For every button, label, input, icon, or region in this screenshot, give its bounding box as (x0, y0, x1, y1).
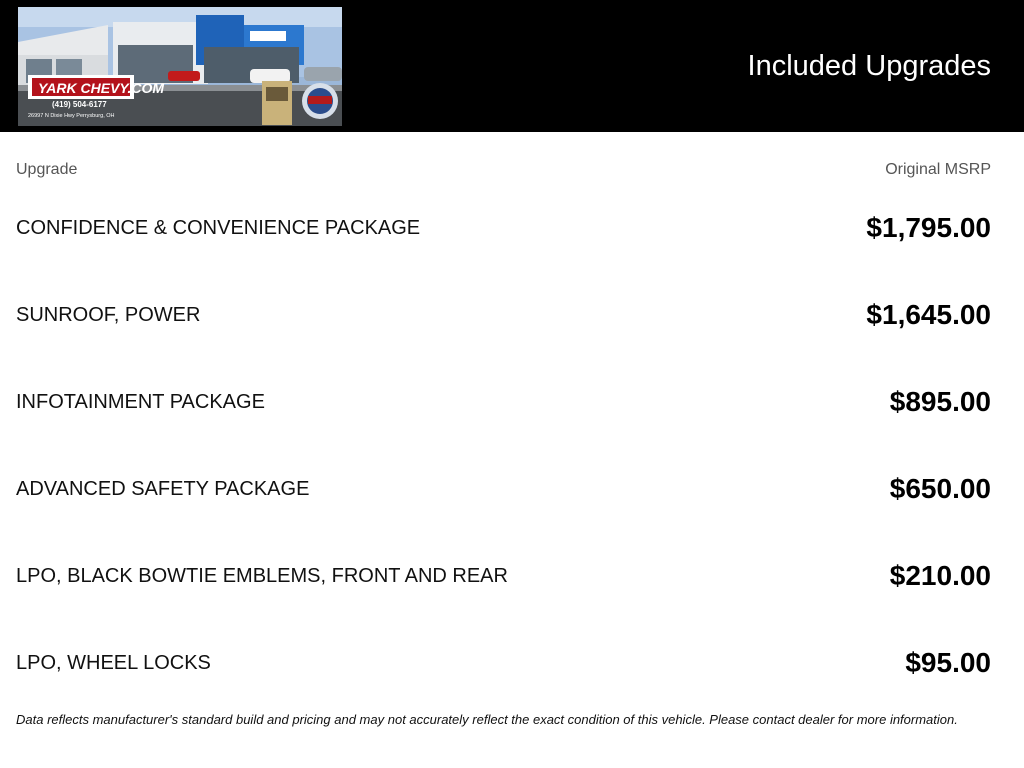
upgrade-price: $650.00 (889, 473, 991, 504)
upgrade-name: SUNROOF, POWER (16, 304, 201, 326)
upgrade-row (0, 446, 1024, 533)
upgrade-list (0, 185, 1024, 707)
upgrade-name: LPO, WHEEL LOCKS (16, 652, 211, 674)
upgrade-name: INFOTAINMENT PACKAGE (16, 391, 265, 413)
svg-text:YARK CHEVY.COM: YARK CHEVY.COM (38, 80, 165, 96)
upgrade-price: $1,645.00 (866, 299, 991, 330)
page-title: Included Upgrades (747, 50, 991, 82)
upgrade-name: ADVANCED SAFETY PACKAGE (16, 478, 310, 500)
upgrade-row (0, 620, 1024, 707)
disclaimer-text: Data reflects manufacturer's standard build and pricing and may not accurately reflect the exact condition of this vehicle. Please contact dealer for more information. (16, 712, 958, 727)
upgrade-price: $210.00 (889, 560, 991, 591)
dealership-building-image (18, 7, 342, 126)
header-bar (0, 0, 1024, 132)
upgrade-row (0, 533, 1024, 620)
column-header-upgrade: Upgrade (16, 161, 78, 178)
upgrade-row (0, 359, 1024, 446)
dealer-photo (18, 7, 342, 126)
svg-text:(419) 504-6177: (419) 504-6177 (52, 100, 107, 109)
upgrade-name: LPO, BLACK BOWTIE EMBLEMS, FRONT AND REAR (16, 565, 508, 587)
upgrade-name: CONFIDENCE & CONVENIENCE PACKAGE (16, 217, 421, 239)
upgrade-row (0, 272, 1024, 359)
upgrade-price: $1,795.00 (866, 212, 991, 243)
upgrade-price: $95.00 (905, 647, 991, 678)
column-header-msrp: Original MSRP (885, 161, 991, 178)
upgrade-price: $895.00 (889, 386, 991, 417)
svg-text:26997 N Dixie Hwy Perrysburg,: 26997 N Dixie Hwy Perrysburg, OH (28, 113, 115, 119)
upgrade-row (0, 185, 1024, 272)
